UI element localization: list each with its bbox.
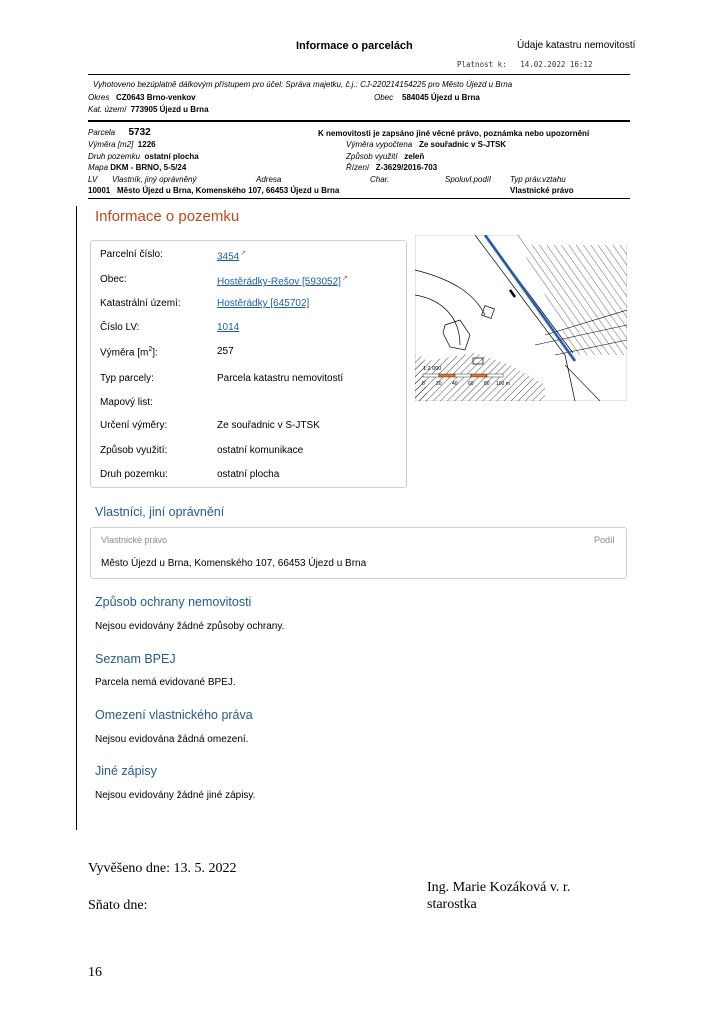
- parcelni-cislo-link[interactable]: 3454: [217, 251, 240, 263]
- mapa-value: DKM - BRNO, 5-5/24: [110, 163, 187, 172]
- external-link-icon: ↗: [240, 250, 247, 257]
- cuzk-note: K nemovitosti je zapsáno jiné věcné právo, poznámka nebo upozornění: [318, 129, 590, 138]
- okres: [88, 93, 196, 102]
- col-char: Char.: [370, 175, 390, 184]
- owners-value: Město Újezd u Brna, Komenského 107, 66453 Újezd u Brna: [101, 558, 367, 569]
- col-lv: LV: [88, 175, 98, 184]
- vyhotoveno-text: Vyhotoveno bezúplatně dálkovým přístupem pro účel: Správa majetku, č.j.: CJ-220214154225 pro Město Újezd u Brna: [93, 80, 513, 89]
- section-text-omezeni: Nejsou evidována žádná omezení.: [95, 734, 249, 745]
- druh-value: ostatní plocha: [144, 152, 199, 161]
- row-value-ku[interactable]: [217, 298, 309, 309]
- row-value-typ-parcely: Parcela katastru nemovitostí: [217, 373, 344, 384]
- document-subtitle: Údaje katastru nemovitostí: [517, 40, 636, 51]
- row-label-druh-pozemku: Druh pozemku:: [100, 469, 168, 480]
- ku-link[interactable]: Hostěrádky [645702]: [217, 298, 310, 309]
- row-label-parcelni-cislo: Parcelní číslo:: [100, 249, 163, 260]
- section-title-omezeni: Omezení vlastnického práva: [95, 708, 253, 722]
- cuzk-bottom-divider: [88, 198, 630, 199]
- platnost-value: 14.02.2022 16:12: [520, 60, 593, 69]
- mapa-label: Mapa: [88, 163, 109, 172]
- platnost: [457, 60, 592, 69]
- scale-tick-100: 100 m: [496, 381, 510, 387]
- cadastral-map[interactable]: [415, 235, 627, 401]
- col-vlastnik: Vlastník, jiný oprávněný: [112, 175, 197, 184]
- header-divider: [88, 74, 630, 75]
- row-label-ku: Katastrální území:: [100, 298, 181, 309]
- rizeni-label: Řízení: [346, 163, 370, 172]
- row-value-zpusob-vyuziti: ostatní komunikace: [217, 445, 304, 456]
- lv-link[interactable]: 1014: [217, 322, 240, 333]
- platnost-label: Platnost k:: [457, 60, 507, 69]
- kat-uzemi: [88, 105, 209, 114]
- col-adresa: Adresa: [256, 175, 282, 184]
- typ-value: Vlastnické právo: [510, 186, 574, 195]
- vymera-value: 1226: [137, 140, 156, 149]
- parcela-label: Parcela: [88, 128, 116, 137]
- row-value-parcelni-cislo[interactable]: [217, 249, 246, 262]
- scale-tick-40: 40: [452, 381, 458, 387]
- owners-title: Vlastníci, jiní oprávnění: [95, 505, 225, 519]
- scale-tick-20: 20: [436, 381, 442, 387]
- obec-link[interactable]: Hostěrádky-Rešov [593052]: [217, 276, 341, 288]
- vymera-vypoctena-label: Výměra vypočtena: [346, 140, 413, 149]
- row-label-obec: Obec:: [100, 274, 127, 285]
- ku-label: Kat. území: [88, 105, 127, 114]
- druh-label: Druh pozemku: [88, 152, 141, 161]
- vymera-vypoctena-value: Ze souřadnic v S-JTSK: [418, 140, 507, 149]
- row-value-vymera: 257: [217, 346, 234, 357]
- page-number: 16: [88, 965, 102, 980]
- rizeni-value: Z-3629/2016-703: [375, 163, 438, 172]
- mapa: [88, 163, 186, 172]
- vymera-vypoctena: [346, 140, 506, 149]
- info-title: Informace o pozemku: [95, 208, 240, 225]
- col-podil: Spoluvl.podíl: [445, 175, 491, 184]
- col-typ: Typ práv.vztahu: [510, 175, 566, 184]
- scale-tick-0: 0: [422, 381, 425, 387]
- section-title-bpej: Seznam BPEJ: [95, 652, 176, 666]
- owners-head: Vlastnické právo: [101, 535, 168, 545]
- owners-podil: Podíl: [594, 535, 615, 545]
- vymera-label-text: Výměra [m: [100, 347, 149, 359]
- snato: Sňato dne:: [88, 898, 148, 913]
- row-label-lv: Číslo LV:: [100, 322, 140, 333]
- row-value-druh-pozemku: ostatní plocha: [217, 469, 280, 480]
- owners-box: [90, 527, 627, 579]
- row-label-zpusob-vyuziti: Způsob využití:: [100, 445, 168, 456]
- ku-value: 773905 Újezd u Brna: [130, 105, 209, 114]
- section-text-jine-zapisy: Nejsou evidovány žádné jiné zápisy.: [95, 790, 256, 801]
- external-link-icon: ↗: [341, 275, 348, 282]
- okres-label: Okres: [88, 93, 110, 102]
- owner-value: Město Újezd u Brna, Komenského 107, 66453 Újezd u Brna: [117, 186, 340, 195]
- section-title-jine-zapisy: Jiné zápisy: [95, 764, 157, 778]
- map-scale-bar: [423, 374, 503, 377]
- cuzk-divider: [88, 120, 630, 122]
- scale-tick-80: 80: [484, 381, 490, 387]
- signer-role: starostka: [427, 897, 477, 912]
- row-label-typ-parcely: Typ parcely:: [100, 373, 154, 384]
- obec-value: 584045 Újezd u Brna: [402, 93, 480, 102]
- okres-value: CZ0643 Brno-venkov: [116, 93, 196, 102]
- section-text-ochrana: Nejsou evidovány žádné způsoby ochrany.: [95, 621, 285, 632]
- document-title: Informace o parcelách: [296, 40, 413, 52]
- zpusob-label: Způsob využití: [346, 152, 398, 161]
- obec-label: Obec: [374, 93, 394, 102]
- section-title-ochrana: Způsob ochrany nemovitosti: [95, 595, 252, 609]
- row-label-mapovy-list: Mapový list:: [100, 397, 153, 408]
- lv-value: 10001: [88, 186, 111, 195]
- signer-name: Ing. Marie Kozáková v. r.: [427, 880, 571, 895]
- vyveseno: Vyvěšeno dne: 13. 5. 2022: [88, 861, 237, 876]
- row-label-urceni-vymery: Určení výměry:: [100, 420, 168, 431]
- scale-tick-60: 60: [468, 381, 474, 387]
- parcela-value: 5732: [128, 127, 151, 138]
- rizeni: [346, 163, 437, 172]
- obec: [374, 93, 480, 102]
- row-value-obec[interactable]: [217, 274, 348, 287]
- druh-pozemku: [88, 152, 199, 161]
- zpusob-value: zeleň: [404, 152, 425, 161]
- vymera-label: Výměra [m2]: [88, 140, 134, 149]
- vymera: [88, 140, 156, 149]
- section-text-bpej: Parcela nemá evidované BPEJ.: [95, 677, 236, 688]
- zpusob-vyuziti: [346, 152, 424, 161]
- row-value-lv[interactable]: [217, 322, 239, 333]
- vymera-label-end: ]:: [152, 347, 158, 359]
- map-scale-label: 1:2 000: [423, 366, 442, 372]
- parcela: [88, 127, 151, 138]
- vymera-sup: 2: [148, 346, 153, 353]
- row-value-urceni-vymery: Ze souřadnic v S-JTSK: [217, 420, 320, 431]
- left-margin-bar: [76, 206, 77, 830]
- row-label-vymera: [100, 346, 158, 358]
